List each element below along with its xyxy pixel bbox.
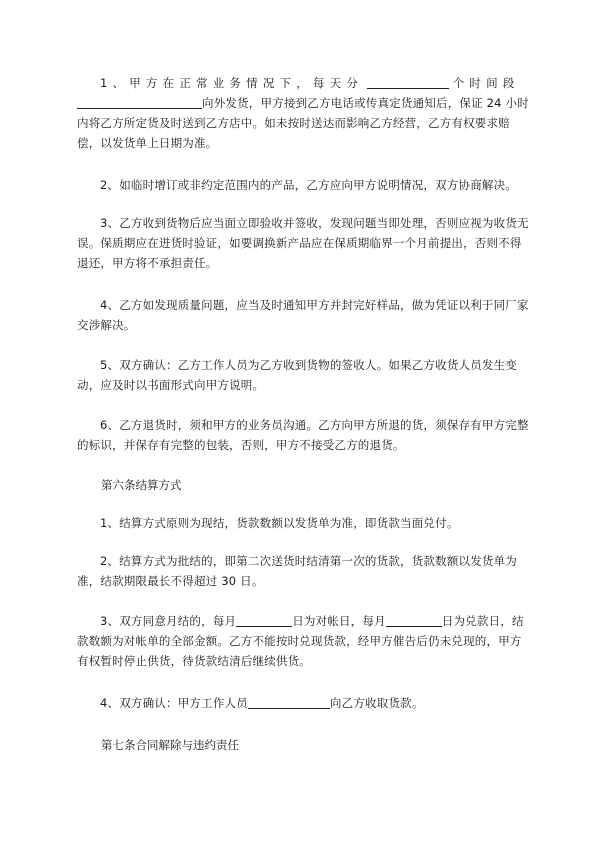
item-1-text-a: 1、甲方在正常业务情况下，每天分 [100,76,364,90]
clause-6-item-2: 2、结算方式为批结的，即第二次送货时结清第一次的货款，货款数额以发货单为准，结款期限最长不得超过 30 日。 [77,554,518,588]
clause-5-item-5: 5、双方确认：乙方工作人员为乙方收到货物的签收人。如果乙方收货人员发生变动，应及时以书面形式向甲方说明。 [77,358,518,392]
clause-5-item-3: 3、乙方收到货物后应当面立即验收并签收，发现问题当即处理，否则应视为收货无误。保质期应在进货时验证，如要调换新产品应在保质期临界一个月前提出，否则不得退还，甲方将不承担责任。 [77,216,529,270]
clause-5-item-4: 4、乙方如发现质量问题，应当及时通知甲方并封完好样品，做为凭证以利于同厂家交涉解决。 [77,298,529,332]
item-1-text-c: 向外发货，甲方接到乙方电话或传真定货通知后，保证 24 小时内将乙方所定货及时送到乙方店中。如未按时送达而影响乙方经营，乙方有权要求赔偿，以发货单上日期为准。 [77,96,529,150]
clause-6-item-4 [77,693,529,713]
time-period-blank [77,95,202,109]
item-3-text-b: 日为对帐日，每月 [292,614,386,628]
staff-name-blank [248,695,330,709]
item-4-text-a: 4、双方确认：甲方工作人员 [100,696,248,710]
item-4-text-b: 向乙方收取货款。 [329,696,424,710]
clause-5-item-1 [77,73,529,153]
clause-5-item-6: 6、乙方退货时，须和甲方的业务员沟通。乙方向甲方所退的货，须保存有甲方完整的标识，并保存有完整的包装，否则，甲方不接受乙方的退货。 [77,418,529,452]
payment-day-blank [386,613,442,627]
item-3-text-c: 日为兑款日，结款数额为对帐单的全部金额。乙方不能按时兑现货款，经甲方催告后仍未兑现的，甲方有权暂时停止供货，待货款结清后继续供货。 [77,614,524,668]
section-6-heading: 第六条结算方式 [101,478,182,492]
reconciliation-day-blank [236,613,292,627]
clause-6-item-1: 1、结算方式原则为现结，货款数额以发货单为准，即货款当面兑付。 [100,516,459,530]
clause-5-item-2: 2、如临时增订或非约定范围内的产品，乙方应向甲方说明情况，双方协商解决。 [100,178,518,192]
item-1-text-b: 个时间段 [452,76,520,90]
time-slots-blank [367,75,449,89]
item-3-text-a: 3、双方同意月结的，每月 [100,614,237,628]
clause-6-item-3 [77,611,529,671]
section-7-heading: 第七条合同解除与违约责任 [101,738,239,752]
